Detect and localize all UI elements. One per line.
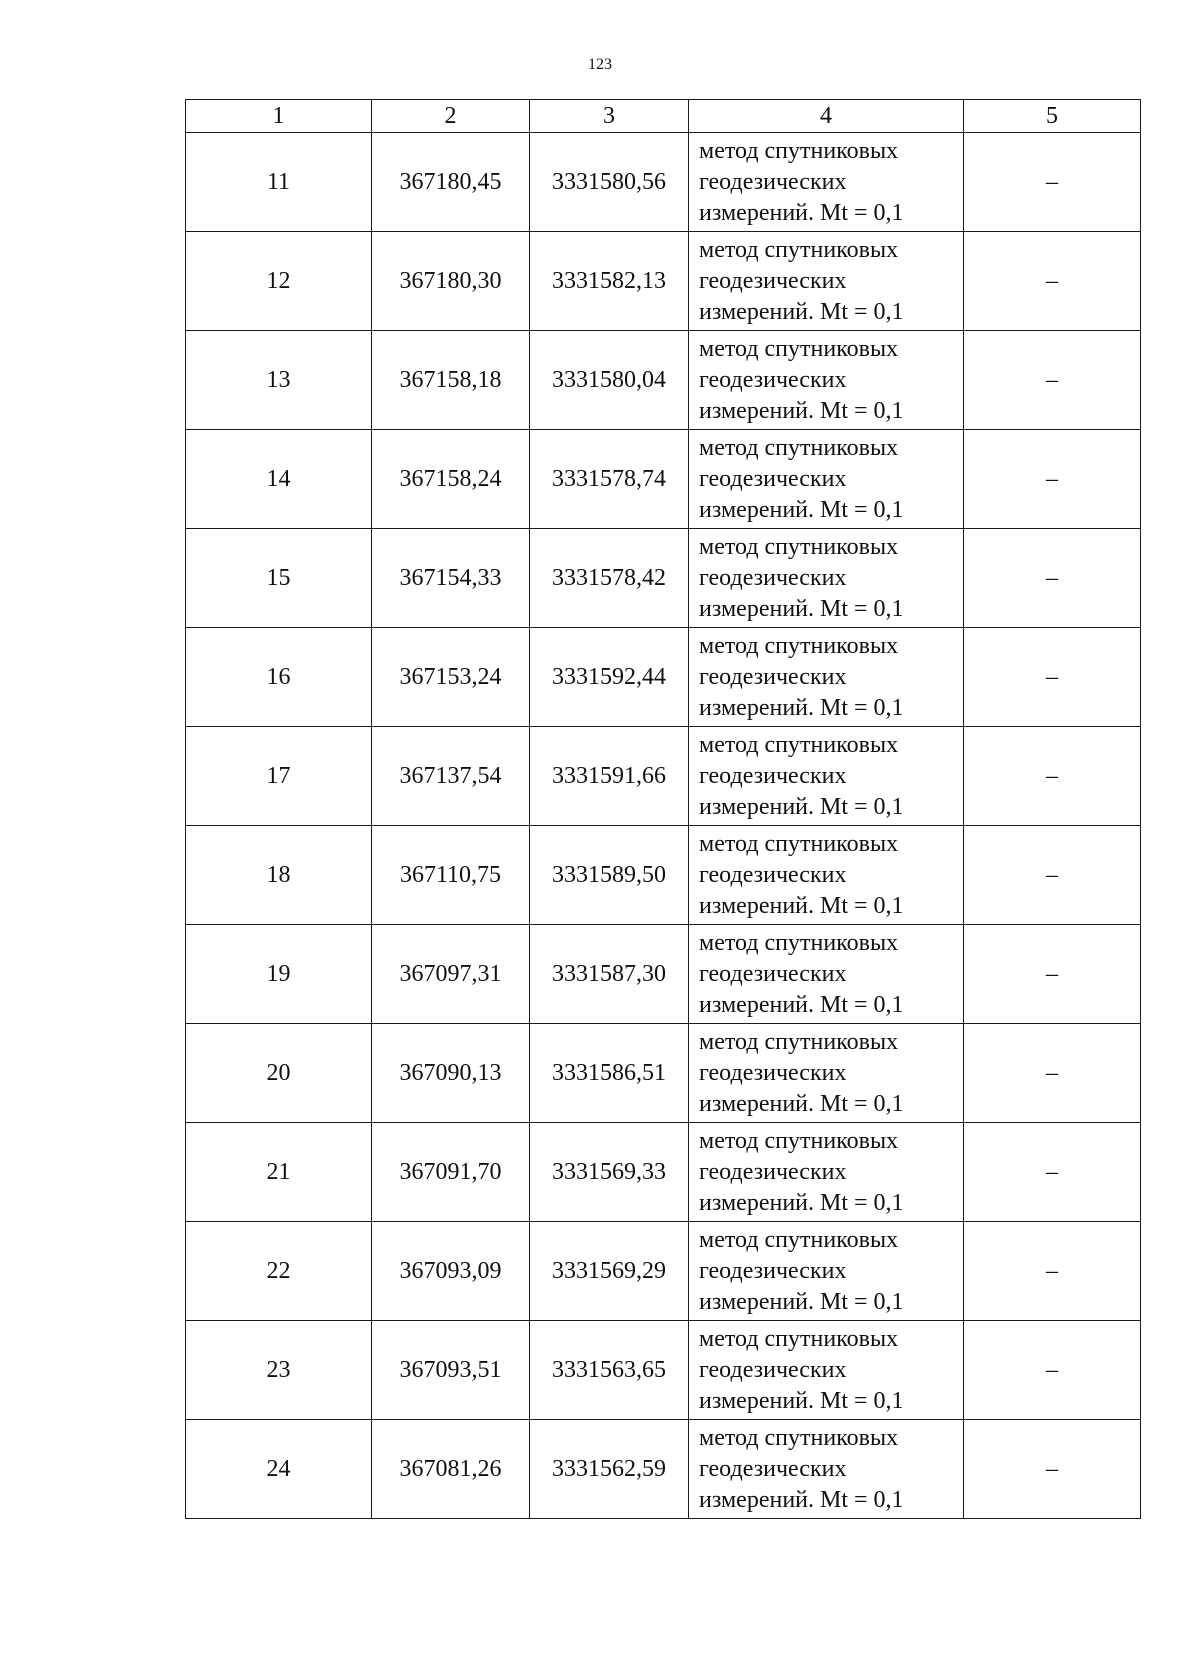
header-row: [186, 100, 1141, 133]
table-header: [186, 100, 1141, 133]
method-line: измерений. Mt = 0,1: [699, 1090, 904, 1117]
table-row: [186, 727, 1141, 826]
coordinate-y: 3331563,65: [530, 1321, 689, 1420]
coordinate-x: 367110,75: [372, 826, 530, 925]
method-line: измерений. Mt = 0,1: [699, 496, 904, 523]
note-value: –: [964, 727, 1141, 826]
table-row: [186, 1321, 1141, 1420]
method-line: геодезических: [699, 663, 847, 690]
method-line: метод спутниковых: [699, 335, 899, 362]
method-description: [689, 826, 964, 925]
coordinate-y: 3331580,56: [530, 133, 689, 232]
method-line: измерений. Mt = 0,1: [699, 694, 904, 721]
coordinate-y: 3331582,13: [530, 232, 689, 331]
method-description: [689, 529, 964, 628]
method-line: измерений. Mt = 0,1: [699, 397, 904, 424]
table-row: [186, 1222, 1141, 1321]
method-line: измерений. Mt = 0,1: [699, 892, 904, 919]
coordinate-x: 367090,13: [372, 1024, 530, 1123]
point-number: 20: [186, 1024, 372, 1123]
table-row: [186, 925, 1141, 1024]
coordinate-x: 367153,24: [372, 628, 530, 727]
note-value: –: [964, 529, 1141, 628]
note-value: –: [964, 1321, 1141, 1420]
method-description: [689, 727, 964, 826]
coordinate-x: 367081,26: [372, 1420, 530, 1519]
method-line: метод спутниковых: [699, 137, 899, 164]
method-description: [689, 430, 964, 529]
point-number: 24: [186, 1420, 372, 1519]
point-number: 17: [186, 727, 372, 826]
page-number: 123: [588, 56, 612, 73]
table-body: [186, 133, 1141, 1519]
method-line: метод спутниковых: [699, 1028, 899, 1055]
method-line: геодезических: [699, 465, 847, 492]
note-value: –: [964, 1420, 1141, 1519]
coordinate-y: 3331591,66: [530, 727, 689, 826]
method-line: метод спутниковых: [699, 434, 899, 461]
method-line: геодезических: [699, 1356, 847, 1383]
point-number: 14: [186, 430, 372, 529]
method-description: [689, 1024, 964, 1123]
note-value: –: [964, 430, 1141, 529]
method-line: геодезических: [699, 960, 847, 987]
method-line: геодезических: [699, 1059, 847, 1086]
method-line: измерений. Mt = 0,1: [699, 199, 904, 226]
method-line: измерений. Mt = 0,1: [699, 1387, 904, 1414]
method-description: [689, 1123, 964, 1222]
header-col-2: 2: [372, 100, 530, 133]
method-line: метод спутниковых: [699, 533, 899, 560]
method-description: [689, 133, 964, 232]
note-value: –: [964, 133, 1141, 232]
point-number: 11: [186, 133, 372, 232]
point-number: 16: [186, 628, 372, 727]
point-number: 18: [186, 826, 372, 925]
note-value: –: [964, 331, 1141, 430]
coordinate-y: 3331569,29: [530, 1222, 689, 1321]
table-row: [186, 1123, 1141, 1222]
table-row: [186, 628, 1141, 727]
coordinate-x: 367093,51: [372, 1321, 530, 1420]
header-col-3: 3: [530, 100, 689, 133]
coordinate-x: 367097,31: [372, 925, 530, 1024]
method-line: метод спутниковых: [699, 929, 899, 956]
coordinates-table: [185, 99, 1141, 1519]
coordinate-y: 3331586,51: [530, 1024, 689, 1123]
method-line: метод спутниковых: [699, 1424, 899, 1451]
table-row: [186, 331, 1141, 430]
coordinate-x: 367180,45: [372, 133, 530, 232]
coordinate-x: 367137,54: [372, 727, 530, 826]
point-number: 21: [186, 1123, 372, 1222]
note-value: –: [964, 232, 1141, 331]
table-row: [186, 232, 1141, 331]
method-description: [689, 232, 964, 331]
method-line: метод спутниковых: [699, 1127, 899, 1154]
point-number: 15: [186, 529, 372, 628]
coordinate-y: 3331569,33: [530, 1123, 689, 1222]
method-line: метод спутниковых: [699, 830, 899, 857]
coordinate-y: 3331578,74: [530, 430, 689, 529]
note-value: –: [964, 1024, 1141, 1123]
note-value: –: [964, 628, 1141, 727]
note-value: –: [964, 1222, 1141, 1321]
table-row: [186, 1420, 1141, 1519]
coordinate-x: 367158,18: [372, 331, 530, 430]
method-line: геодезических: [699, 1455, 847, 1482]
header-col-1: 1: [186, 100, 372, 133]
coordinate-y: 3331589,50: [530, 826, 689, 925]
note-value: –: [964, 925, 1141, 1024]
note-value: –: [964, 1123, 1141, 1222]
method-description: [689, 925, 964, 1024]
method-line: измерений. Mt = 0,1: [699, 793, 904, 820]
point-number: 12: [186, 232, 372, 331]
table-row: [186, 529, 1141, 628]
method-description: [689, 1321, 964, 1420]
note-value: –: [964, 826, 1141, 925]
point-number: 22: [186, 1222, 372, 1321]
coordinate-y: 3331580,04: [530, 331, 689, 430]
coordinate-x: 367154,33: [372, 529, 530, 628]
method-line: метод спутниковых: [699, 1226, 899, 1253]
coordinate-y: 3331562,59: [530, 1420, 689, 1519]
method-line: метод спутниковых: [699, 731, 899, 758]
coordinate-x: 367158,24: [372, 430, 530, 529]
method-line: геодезических: [699, 1158, 847, 1185]
method-line: геодезических: [699, 1257, 847, 1284]
table-row: [186, 826, 1141, 925]
method-description: [689, 331, 964, 430]
method-description: [689, 628, 964, 727]
coordinate-x: 367180,30: [372, 232, 530, 331]
table-row: [186, 133, 1141, 232]
coordinate-y: 3331592,44: [530, 628, 689, 727]
method-line: геодезических: [699, 168, 847, 195]
method-line: геодезических: [699, 267, 847, 294]
point-number: 19: [186, 925, 372, 1024]
table-row: [186, 430, 1141, 529]
method-line: метод спутниковых: [699, 236, 899, 263]
method-line: измерений. Mt = 0,1: [699, 298, 904, 325]
point-number: 13: [186, 331, 372, 430]
method-line: измерений. Mt = 0,1: [699, 991, 904, 1018]
method-line: геодезических: [699, 564, 847, 591]
method-line: метод спутниковых: [699, 632, 899, 659]
point-number: 23: [186, 1321, 372, 1420]
method-line: измерений. Mt = 0,1: [699, 595, 904, 622]
coordinate-x: 367091,70: [372, 1123, 530, 1222]
method-line: геодезических: [699, 762, 847, 789]
coordinate-x: 367093,09: [372, 1222, 530, 1321]
header-col-5: 5: [964, 100, 1141, 133]
method-line: измерений. Mt = 0,1: [699, 1486, 904, 1513]
coordinate-y: 3331587,30: [530, 925, 689, 1024]
header-col-4: 4: [689, 100, 964, 133]
method-description: [689, 1420, 964, 1519]
method-line: измерений. Mt = 0,1: [699, 1288, 904, 1315]
method-line: измерений. Mt = 0,1: [699, 1189, 904, 1216]
method-line: метод спутниковых: [699, 1325, 899, 1352]
method-line: геодезических: [699, 366, 847, 393]
table-row: [186, 1024, 1141, 1123]
method-description: [689, 1222, 964, 1321]
method-line: геодезических: [699, 861, 847, 888]
coordinate-y: 3331578,42: [530, 529, 689, 628]
